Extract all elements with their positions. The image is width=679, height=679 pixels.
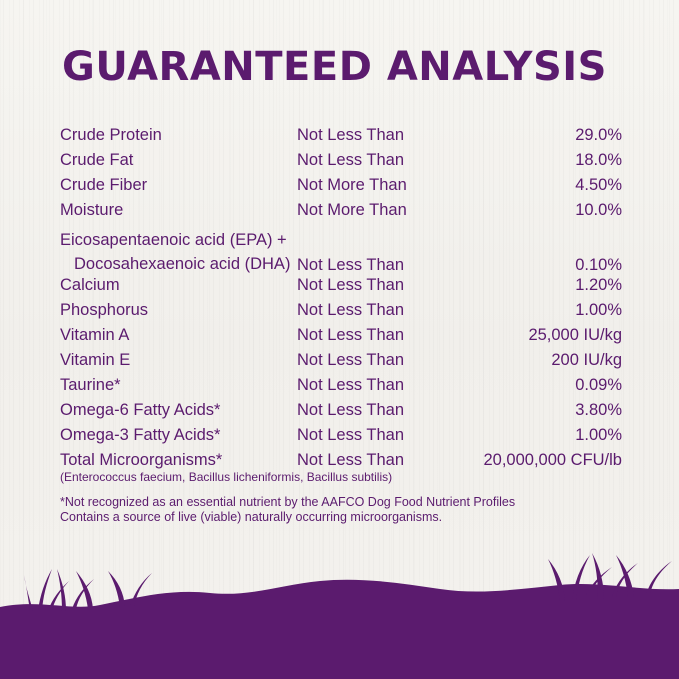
nutrient-qualifier: Not Less Than [297,126,405,144]
nutrient-name: Vitamin E [60,351,131,369]
nutrient-value: 1.00% [575,301,622,319]
nutrient-name-line1: Eicosapentaenoic acid (EPA) + [60,231,287,249]
nutrient-name: Crude Protein [60,126,162,144]
nutrient-name: Omega-6 Fatty Acids* [60,401,221,419]
table-row [60,126,622,151]
table-row [60,151,622,176]
footnote-microorganisms: Contains a source of live (viable) naturally occurring microorganisms. [60,510,443,524]
nutrient-value: 0.10% [575,256,622,274]
nutrient-qualifier: Not Less Than [297,426,405,444]
nutrient-name: Calcium [60,276,120,294]
nutrient-name: Omega-3 Fatty Acids* [60,426,221,444]
nutrient-name: Taurine* [60,376,121,394]
nutrient-value: 200 IU/kg [551,351,622,369]
nutrient-qualifier: Not Less Than [297,276,405,294]
grass-silhouette-decoration [0,519,679,679]
nutrient-value: 25,000 IU/kg [528,326,622,344]
nutrient-name: Moisture [60,201,124,219]
nutrient-value: 18.0% [575,151,622,169]
nutrient-value: 20,000,000 CFU/lb [483,451,622,469]
nutrient-name: Crude Fiber [60,176,148,194]
nutrient-qualifier: Not Less Than [297,326,405,344]
nutrient-qualifier: Not Less Than [297,151,405,169]
table-row [60,351,622,376]
table-row [60,176,622,201]
nutrient-value: 10.0% [575,201,622,219]
table-row [60,326,622,351]
nutrient-qualifier: Not Less Than [297,351,405,369]
nutrient-value: 1.00% [575,426,622,444]
nutrient-qualifier: Not More Than [297,201,407,219]
nutrient-value: 29.0% [575,126,622,144]
guaranteed-analysis-table [60,126,622,476]
page-title: GUARANTEED ANALYSIS [62,44,607,90]
nutrient-name: Total Microorganisms* [60,451,223,469]
nutrient-value: 3.80% [575,401,622,419]
nutrient-qualifier: Not Less Than [297,376,405,394]
nutrient-qualifier: Not Less Than [297,451,405,469]
table-row [60,376,622,401]
nutrient-name: Crude Fat [60,151,134,169]
nutrient-qualifier: Not Less Than [297,401,405,419]
nutrient-qualifier: Not Less Than [297,256,405,274]
table-row [60,401,622,426]
nutrient-value: 4.50% [575,176,622,194]
nutrient-value: 1.20% [575,276,622,294]
table-row [60,426,622,451]
nutrient-qualifier: Not More Than [297,176,407,194]
table-row [60,301,622,326]
microorganism-strains-note: (Enterococcus faecium, Bacillus licheniformis, Bacillus subtilis) [60,470,393,484]
table-row [60,226,622,276]
nutrient-name: Vitamin A [60,326,130,344]
nutrient-name-line2: Docosahexaenoic acid (DHA) [74,255,291,273]
nutrient-qualifier: Not Less Than [297,301,405,319]
table-row [60,276,622,301]
nutrient-name: Phosphorus [60,301,149,319]
nutrient-value: 0.09% [575,376,622,394]
nutrient-name [60,228,297,276]
footnote-aafco: *Not recognized as an essential nutrient by the AAFCO Dog Food Nutrient Profiles [60,495,516,509]
table-row [60,201,622,226]
